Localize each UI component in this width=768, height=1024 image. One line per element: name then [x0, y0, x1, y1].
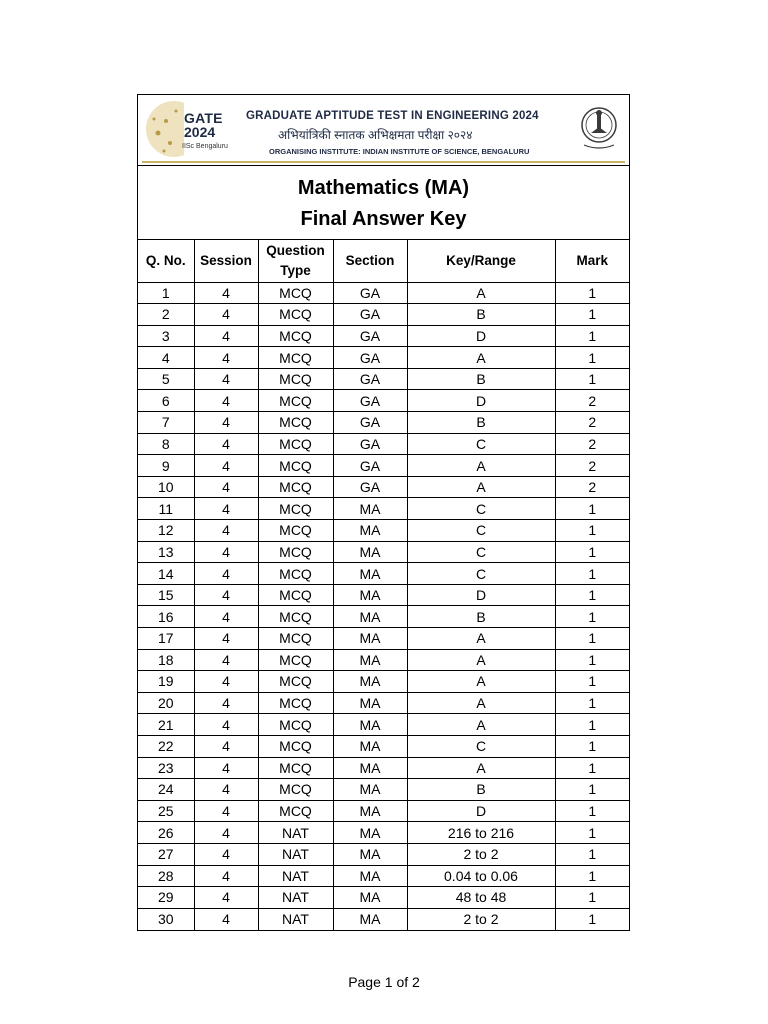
mark-cell: 1 — [555, 692, 629, 714]
document-title: Final Answer Key — [300, 208, 467, 230]
section-cell: GA — [333, 433, 407, 455]
key-range-cell: 48 to 48 — [407, 887, 555, 909]
table-row — [138, 541, 629, 563]
column-header: Q. No. — [138, 240, 194, 282]
question-number-cell: 25 — [138, 800, 194, 822]
question-number-cell: 24 — [138, 779, 194, 801]
question-type-cell: NAT — [258, 908, 333, 930]
question-type-cell: NAT — [258, 865, 333, 887]
table-row — [138, 908, 629, 930]
session-cell: 4 — [194, 908, 258, 930]
question-type-cell: MCQ — [258, 520, 333, 542]
section-cell: MA — [333, 757, 407, 779]
table-row — [138, 671, 629, 693]
question-number-cell: 17 — [138, 628, 194, 650]
session-cell: 4 — [194, 628, 258, 650]
key-range-cell: C — [407, 520, 555, 542]
key-range-cell: A — [407, 714, 555, 736]
question-number-cell: 5 — [138, 368, 194, 390]
question-number-cell: 26 — [138, 822, 194, 844]
key-range-cell: A — [407, 455, 555, 477]
table-row — [138, 865, 629, 887]
session-cell: 4 — [194, 692, 258, 714]
iisc-emblem-icon — [576, 103, 622, 153]
question-number-cell: 23 — [138, 757, 194, 779]
mark-cell: 1 — [555, 584, 629, 606]
table-row — [138, 606, 629, 628]
question-number-cell: 2 — [138, 304, 194, 326]
session-cell: 4 — [194, 865, 258, 887]
mark-cell: 1 — [555, 498, 629, 520]
section-cell: MA — [333, 908, 407, 930]
session-cell: 4 — [194, 887, 258, 909]
page-number: Page 1 of 2 — [348, 974, 420, 990]
gate-word: GATE — [184, 110, 223, 126]
gate-2024-logo — [144, 99, 234, 159]
mark-cell: 2 — [555, 390, 629, 412]
key-range-cell: A — [407, 692, 555, 714]
session-cell: 4 — [194, 649, 258, 671]
mark-cell: 1 — [555, 671, 629, 693]
mark-cell: 1 — [555, 541, 629, 563]
key-range-cell: A — [407, 649, 555, 671]
key-range-cell: D — [407, 800, 555, 822]
mark-cell: 1 — [555, 282, 629, 304]
question-type-cell: MCQ — [258, 347, 333, 369]
section-cell: MA — [333, 714, 407, 736]
section-cell: GA — [333, 455, 407, 477]
session-cell: 4 — [194, 606, 258, 628]
table-row — [138, 455, 629, 477]
question-number-cell: 4 — [138, 347, 194, 369]
mark-cell: 1 — [555, 800, 629, 822]
question-number-cell: 28 — [138, 865, 194, 887]
mark-cell: 1 — [555, 628, 629, 650]
session-cell: 4 — [194, 541, 258, 563]
key-range-cell: D — [407, 390, 555, 412]
mark-cell: 1 — [555, 822, 629, 844]
session-cell: 4 — [194, 433, 258, 455]
mark-cell: 1 — [555, 779, 629, 801]
globe-icon — [144, 99, 184, 161]
section-cell: GA — [333, 412, 407, 434]
table-body — [138, 282, 629, 930]
question-type-cell: MCQ — [258, 800, 333, 822]
key-range-cell: 216 to 216 — [407, 822, 555, 844]
question-type-cell: MCQ — [258, 735, 333, 757]
table-row — [138, 304, 629, 326]
question-type-cell: MCQ — [258, 541, 333, 563]
key-range-cell: A — [407, 476, 555, 498]
key-range-cell: 2 to 2 — [407, 843, 555, 865]
question-number-cell: 9 — [138, 455, 194, 477]
section-cell: MA — [333, 735, 407, 757]
section-cell: GA — [333, 476, 407, 498]
question-number-cell: 8 — [138, 433, 194, 455]
session-cell: 4 — [194, 368, 258, 390]
session-cell: 4 — [194, 779, 258, 801]
subject-title: Mathematics (MA) — [297, 177, 470, 199]
key-range-cell: B — [407, 368, 555, 390]
question-type-cell: MCQ — [258, 714, 333, 736]
mark-cell: 1 — [555, 887, 629, 909]
question-type-cell: MCQ — [258, 455, 333, 477]
table-row — [138, 433, 629, 455]
answer-key-sheet — [137, 94, 630, 931]
key-range-cell: A — [407, 282, 555, 304]
question-type-cell: MCQ — [258, 692, 333, 714]
mark-cell: 1 — [555, 563, 629, 585]
session-cell: 4 — [194, 671, 258, 693]
gate-year: 2024 — [184, 124, 216, 140]
table-row — [138, 325, 629, 347]
column-header: Key/Range — [407, 240, 555, 282]
section-cell: MA — [333, 606, 407, 628]
question-number-cell: 3 — [138, 325, 194, 347]
key-range-cell: B — [407, 412, 555, 434]
mark-cell: 1 — [555, 757, 629, 779]
question-number-cell: 15 — [138, 584, 194, 606]
key-range-cell: A — [407, 757, 555, 779]
table-row — [138, 735, 629, 757]
question-type-cell: MCQ — [258, 606, 333, 628]
table-row — [138, 822, 629, 844]
question-type-cell: MCQ — [258, 304, 333, 326]
mark-cell: 1 — [555, 843, 629, 865]
question-number-cell: 7 — [138, 412, 194, 434]
question-type-cell: MCQ — [258, 649, 333, 671]
table-row — [138, 563, 629, 585]
key-range-cell: B — [407, 606, 555, 628]
mark-cell: 1 — [555, 714, 629, 736]
question-number-cell: 12 — [138, 520, 194, 542]
banner-hindi-title: अभियांत्रिकी स्नातक अभिक्षमता परीक्षा २०२४ — [278, 128, 473, 142]
section-cell: MA — [333, 584, 407, 606]
table-row — [138, 412, 629, 434]
key-range-cell: 0.04 to 0.06 — [407, 865, 555, 887]
key-range-cell: A — [407, 628, 555, 650]
table-row — [138, 498, 629, 520]
session-cell: 4 — [194, 347, 258, 369]
question-type-cell: MCQ — [258, 563, 333, 585]
table-row — [138, 714, 629, 736]
mark-cell: 2 — [555, 412, 629, 434]
session-cell: 4 — [194, 498, 258, 520]
question-number-cell: 27 — [138, 843, 194, 865]
session-cell: 4 — [194, 282, 258, 304]
table-row — [138, 757, 629, 779]
table-row — [138, 584, 629, 606]
key-range-cell: D — [407, 325, 555, 347]
session-cell: 4 — [194, 843, 258, 865]
table-row — [138, 887, 629, 909]
session-cell: 4 — [194, 520, 258, 542]
mark-cell: 1 — [555, 304, 629, 326]
session-cell: 4 — [194, 412, 258, 434]
section-cell: MA — [333, 520, 407, 542]
table-row — [138, 800, 629, 822]
section-cell: MA — [333, 692, 407, 714]
column-header: Section — [333, 240, 407, 282]
section-cell: MA — [333, 541, 407, 563]
mark-cell: 1 — [555, 649, 629, 671]
table-row — [138, 649, 629, 671]
session-cell: 4 — [194, 757, 258, 779]
question-type-cell: NAT — [258, 887, 333, 909]
section-cell: MA — [333, 563, 407, 585]
section-cell: GA — [333, 347, 407, 369]
mark-cell: 1 — [555, 735, 629, 757]
banner-divider — [142, 161, 625, 163]
section-cell: MA — [333, 800, 407, 822]
question-type-cell: MCQ — [258, 368, 333, 390]
question-number-cell: 1 — [138, 282, 194, 304]
organising-institute: ORGANISING INSTITUTE: INDIAN INSTITUTE OF SCIENCE, BENGALURU — [269, 147, 530, 156]
mark-cell: 1 — [555, 520, 629, 542]
key-range-cell: 2 to 2 — [407, 908, 555, 930]
question-type-cell: MCQ — [258, 584, 333, 606]
question-type-cell: NAT — [258, 822, 333, 844]
page-heading — [138, 166, 629, 240]
key-range-cell: A — [407, 671, 555, 693]
key-range-cell: C — [407, 735, 555, 757]
question-type-cell: NAT — [258, 843, 333, 865]
mark-cell: 1 — [555, 368, 629, 390]
key-range-cell: D — [407, 584, 555, 606]
section-cell: MA — [333, 671, 407, 693]
session-cell: 4 — [194, 822, 258, 844]
key-range-cell: C — [407, 541, 555, 563]
session-cell: 4 — [194, 476, 258, 498]
question-type-cell: MCQ — [258, 757, 333, 779]
question-number-cell: 18 — [138, 649, 194, 671]
answer-key-table — [138, 240, 629, 930]
gate-banner — [138, 95, 629, 166]
section-cell: GA — [333, 368, 407, 390]
section-cell: GA — [333, 282, 407, 304]
section-cell: MA — [333, 822, 407, 844]
section-cell: MA — [333, 843, 407, 865]
table-row — [138, 692, 629, 714]
session-cell: 4 — [194, 714, 258, 736]
question-number-cell: 14 — [138, 563, 194, 585]
question-type-cell: MCQ — [258, 476, 333, 498]
question-type-cell: MCQ — [258, 325, 333, 347]
question-number-cell: 19 — [138, 671, 194, 693]
table-row — [138, 520, 629, 542]
key-range-cell: C — [407, 563, 555, 585]
key-range-cell: B — [407, 779, 555, 801]
column-header: Session — [194, 240, 258, 282]
question-number-cell: 22 — [138, 735, 194, 757]
session-cell: 4 — [194, 563, 258, 585]
question-number-cell: 16 — [138, 606, 194, 628]
section-cell: MA — [333, 887, 407, 909]
section-cell: GA — [333, 390, 407, 412]
question-number-cell: 6 — [138, 390, 194, 412]
session-cell: 4 — [194, 455, 258, 477]
mark-cell: 1 — [555, 347, 629, 369]
section-cell: MA — [333, 498, 407, 520]
question-number-cell: 10 — [138, 476, 194, 498]
mark-cell: 2 — [555, 476, 629, 498]
table-row — [138, 282, 629, 304]
question-type-cell: MCQ — [258, 390, 333, 412]
key-range-cell: C — [407, 433, 555, 455]
question-type-cell: MCQ — [258, 412, 333, 434]
question-number-cell: 13 — [138, 541, 194, 563]
section-cell: MA — [333, 628, 407, 650]
session-cell: 4 — [194, 304, 258, 326]
session-cell: 4 — [194, 584, 258, 606]
mark-cell: 2 — [555, 455, 629, 477]
session-cell: 4 — [194, 800, 258, 822]
gate-subtitle: IISc Bengaluru — [182, 143, 228, 150]
session-cell: 4 — [194, 390, 258, 412]
table-header-row — [138, 240, 629, 282]
session-cell: 4 — [194, 325, 258, 347]
section-cell: MA — [333, 865, 407, 887]
column-header: Mark — [555, 240, 629, 282]
question-type-cell: MCQ — [258, 671, 333, 693]
question-number-cell: 30 — [138, 908, 194, 930]
table-row — [138, 843, 629, 865]
mark-cell: 2 — [555, 433, 629, 455]
question-type-cell: MCQ — [258, 498, 333, 520]
question-number-cell: 21 — [138, 714, 194, 736]
section-cell: GA — [333, 304, 407, 326]
table-row — [138, 628, 629, 650]
column-header: Question Type — [258, 240, 333, 282]
session-cell: 4 — [194, 735, 258, 757]
table-row — [138, 347, 629, 369]
table-row — [138, 368, 629, 390]
banner-title: GRADUATE APTITUDE TEST IN ENGINEERING 2024 — [246, 110, 539, 122]
key-range-cell: A — [407, 347, 555, 369]
mark-cell: 1 — [555, 325, 629, 347]
section-cell: MA — [333, 779, 407, 801]
section-cell: MA — [333, 649, 407, 671]
table-row — [138, 779, 629, 801]
mark-cell: 1 — [555, 606, 629, 628]
question-type-cell: MCQ — [258, 433, 333, 455]
key-range-cell: B — [407, 304, 555, 326]
table-row — [138, 476, 629, 498]
section-cell: GA — [333, 325, 407, 347]
question-type-cell: MCQ — [258, 779, 333, 801]
mark-cell: 1 — [555, 865, 629, 887]
table-row — [138, 390, 629, 412]
key-range-cell: C — [407, 498, 555, 520]
question-type-cell: MCQ — [258, 282, 333, 304]
question-number-cell: 11 — [138, 498, 194, 520]
question-number-cell: 29 — [138, 887, 194, 909]
mark-cell: 1 — [555, 908, 629, 930]
question-number-cell: 20 — [138, 692, 194, 714]
question-type-cell: MCQ — [258, 628, 333, 650]
